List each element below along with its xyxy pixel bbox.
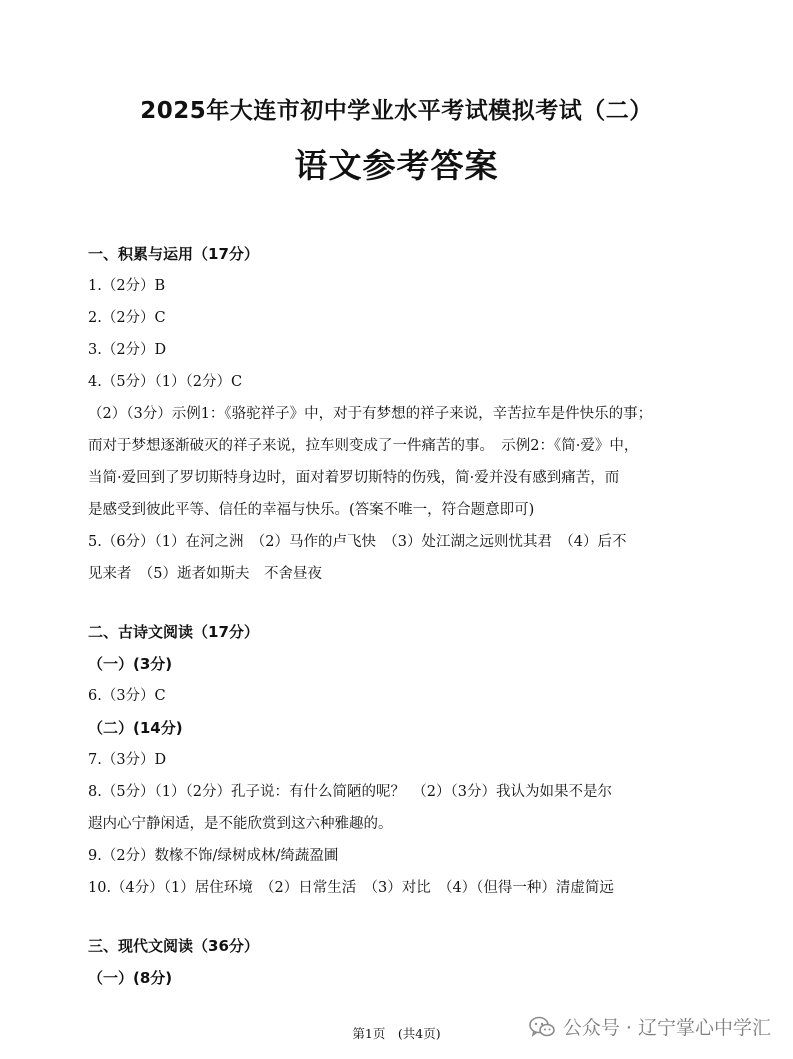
answer-q7: 7.（3分）D (88, 752, 167, 768)
section-gap (88, 904, 713, 930)
page-number: 第1页 (共4页) (352, 1026, 441, 1041)
answer-q3: 3.（2分）D (88, 342, 167, 358)
answer-body (88, 238, 713, 994)
exam-title: 2025年大连市初中学业水平考试模拟考试（二） (140, 98, 653, 124)
answer-q4-2-line3: 当简·爱回到了罗切斯特身边时，面对着罗切斯特的伤残，简·爱并没有感到痛苦，而 (88, 470, 620, 486)
subsection-heading: （一）(3分) (88, 655, 173, 673)
section-heading-2: 二、古诗文阅读（17分） (88, 623, 259, 641)
subsection-heading: （二）(14分) (88, 719, 183, 737)
answer-q4-2-line2: 而对于梦想逐渐破灭的祥子来说，拉车则变成了一件痛苦的事。 示例2：《简·爱》中， (88, 438, 639, 454)
answer-q2: 2.（2分）C (88, 310, 166, 326)
answer-q5-line2: 见来者 （5）逝者如斯夫 不舍昼夜 (88, 566, 322, 582)
wechat-watermark (529, 1013, 771, 1040)
answer-q4: 4.（5分）（1）（2分）C (88, 374, 243, 390)
answer-q4-2-line1: （2）（3分）示例1：《骆驼祥子》中，对于有梦想的祥子来说，辛苦拉车是件快乐的事； (88, 406, 653, 422)
answer-q6: 6.（3分）C (88, 688, 166, 704)
answer-q4-2-line4: 是感受到彼此平等、信任的幸福与快乐。(答案不唯一，符合题意即可) (88, 502, 535, 518)
answer-q9: 9.（2分）数椽不饰/绿树成林/绮蔬盈圃 (88, 848, 339, 864)
watermark-text: 公众号 · 辽宁掌心中学汇 (562, 1017, 771, 1039)
section-gap (88, 590, 713, 616)
section-heading-3: 三、现代文阅读（36分） (88, 937, 259, 955)
answer-q1: 1.（2分）B (88, 278, 166, 294)
answer-key-title: 语文参考答案 (294, 146, 499, 185)
section-heading-1: 一、积累与运用（17分） (88, 245, 259, 263)
subsection-heading: （一）(8分) (88, 969, 173, 987)
answer-q5-line1: 5.（6分）（1）在河之洲 （2）马作的卢飞快 （3）处江湖之远则忧其君 （4）后不 (88, 534, 627, 550)
wechat-icon (529, 1015, 555, 1039)
answer-q10: 10.（4分）（1）居住环境 （2）日常生活 （3）对比 （4）（但得一种）清虚简远 (88, 880, 614, 896)
answer-q8-line2: 遐内心宁静闲适，是不能欣赏到这六种雅趣的。 (88, 816, 393, 832)
answer-q8-line1: 8.（5分）（1）（2分）孔子说：有什么简陋的呢？ （2）（3分）我认为如果不是尔 (88, 784, 612, 800)
